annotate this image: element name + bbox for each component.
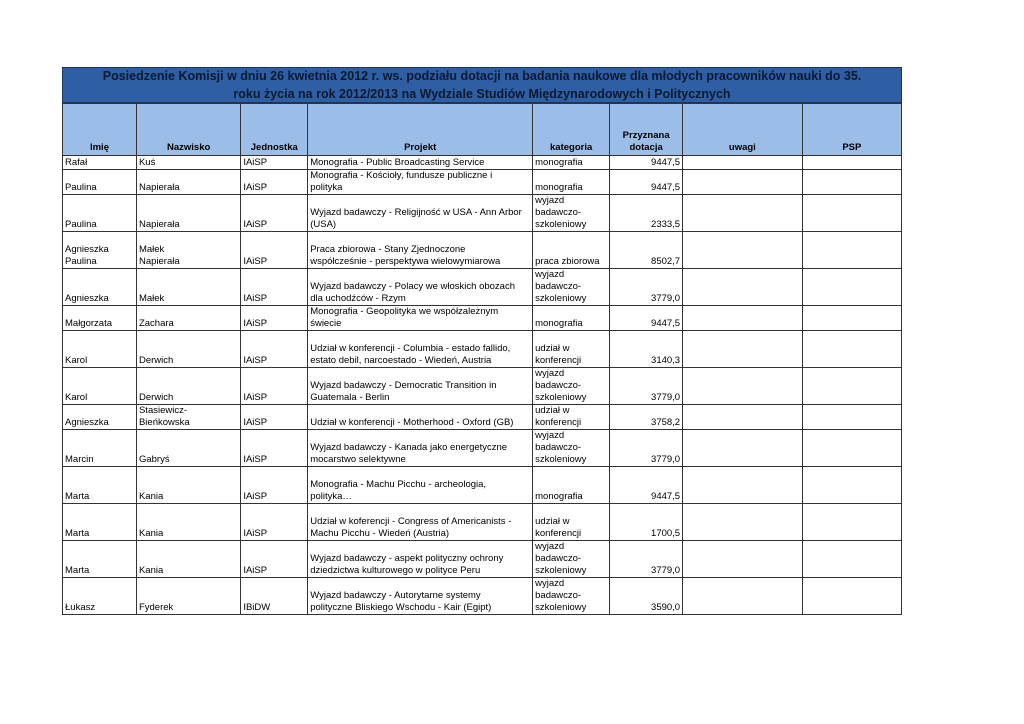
sheet-title-line2: roku życia na rok 2012/2013 na Wydziale Studiów Międzynarodowych i Politycznych [233, 87, 731, 101]
cell-jednostka[interactable]: IBiDW [241, 578, 308, 615]
cell-imie[interactable]: Marta [63, 467, 137, 504]
cell-uwagi[interactable] [683, 306, 803, 331]
cell-uwagi[interactable] [683, 232, 803, 269]
cell-nazwisko[interactable]: Małek Napierała [136, 232, 240, 269]
cell-kategoria[interactable]: monografia [533, 467, 610, 504]
cell-jednostka[interactable]: IAiSP [241, 405, 308, 430]
cell-dotacja[interactable]: 9447,5 [610, 170, 683, 195]
table-row [63, 405, 902, 430]
cell-projekt[interactable]: Udział w koferencji - Congress of Americanists - Machu Picchu - Wiedeń (Austria) [308, 504, 533, 541]
cell-imie[interactable]: Rafał [63, 156, 137, 170]
cell-uwagi[interactable] [683, 504, 803, 541]
cell-nazwisko[interactable]: Stasiewicz- Bieńkowska [136, 405, 240, 430]
cell-projekt[interactable]: Monografia - Public Broadcasting Service [308, 156, 533, 170]
cell-kategoria[interactable]: wyjazd badawczo- szkoleniowy [533, 541, 610, 578]
cell-kategoria[interactable]: wyjazd badawczo- szkoleniowy [533, 195, 610, 232]
cell-dotacja[interactable]: 9447,5 [610, 467, 683, 504]
cell-psp[interactable] [802, 430, 901, 467]
cell-kategoria[interactable]: udział w konferencji [533, 405, 610, 430]
table-row [63, 195, 902, 232]
column-header-projekt[interactable]: Projekt [308, 104, 533, 156]
cell-kategoria[interactable]: monografia [533, 306, 610, 331]
cell-uwagi[interactable] [683, 405, 803, 430]
column-header-psp[interactable]: PSP [802, 104, 901, 156]
cell-dotacja[interactable]: 1700,5 [610, 504, 683, 541]
cell-kategoria[interactable]: wyjazd badawczo- szkoleniowy [533, 269, 610, 306]
cell-psp[interactable] [802, 578, 901, 615]
cell-psp[interactable] [802, 232, 901, 269]
cell-jednostka[interactable]: IAiSP [241, 195, 308, 232]
cell-jednostka[interactable]: IAiSP [241, 541, 308, 578]
cell-projekt[interactable]: Wyjazd badawczy - Kanada jako energetyczne mocarstwo selektywne [308, 430, 533, 467]
cell-imie[interactable]: Łukasz [63, 578, 137, 615]
cell-projekt[interactable]: Monografia - Geopolityka we współzależnym świecie [308, 306, 533, 331]
cell-kategoria[interactable]: praca zbiorowa [533, 232, 610, 269]
cell-uwagi[interactable] [683, 578, 803, 615]
cell-jednostka[interactable]: IAiSP [241, 170, 308, 195]
cell-kategoria[interactable]: monografia [533, 156, 610, 170]
cell-projekt[interactable]: Udział w konferencji - Columbia - estado fallido, estato debil, narcoestado - Wiedeń, Austria [308, 331, 533, 368]
table-row [63, 170, 902, 195]
cell-psp[interactable] [802, 467, 901, 504]
table-row [63, 232, 902, 269]
cell-imie[interactable]: Karol [63, 368, 137, 405]
cell-dotacja[interactable]: 3779,0 [610, 430, 683, 467]
cell-dotacja[interactable]: 9447,5 [610, 306, 683, 331]
table-row [63, 467, 902, 504]
cell-uwagi[interactable] [683, 156, 803, 170]
table-row [63, 331, 902, 368]
table-row [63, 504, 902, 541]
cell-jednostka[interactable]: IAiSP [241, 306, 308, 331]
cell-projekt[interactable]: Wyjazd badawczy - aspekt polityczny ochrony dziedzictwa kulturowego w polityce Peru [308, 541, 533, 578]
cell-nazwisko[interactable]: Zachara [136, 306, 240, 331]
cell-psp[interactable] [802, 156, 901, 170]
cell-projekt[interactable]: Wyjazd badawczy - Autorytarne systemy polityczne Bliskiego Wschodu - Kair (Egipt) [308, 578, 533, 615]
table-row [63, 306, 902, 331]
cell-jednostka[interactable]: IAiSP [241, 232, 308, 269]
table-row [63, 430, 902, 467]
cell-imie[interactable]: Agnieszka Paulina [63, 232, 137, 269]
table-body [63, 156, 902, 615]
cell-dotacja[interactable]: 2333,5 [610, 195, 683, 232]
cell-psp[interactable] [802, 368, 901, 405]
cell-dotacja[interactable]: 9447,5 [610, 156, 683, 170]
cell-nazwisko[interactable]: Kania [136, 467, 240, 504]
cell-nazwisko[interactable]: Gabryś [136, 430, 240, 467]
cell-kategoria[interactable]: wyjazd badawczo- szkoleniowy [533, 368, 610, 405]
cell-psp[interactable] [802, 269, 901, 306]
cell-uwagi[interactable] [683, 331, 803, 368]
cell-psp[interactable] [802, 504, 901, 541]
cell-nazwisko[interactable]: Napierała [136, 170, 240, 195]
column-header-dotacja[interactable]: Przyznana dotacja [610, 104, 683, 156]
cell-psp[interactable] [802, 331, 901, 368]
cell-dotacja[interactable]: 8502,7 [610, 232, 683, 269]
column-header-kategoria[interactable]: kategoria [533, 104, 610, 156]
table-row [63, 368, 902, 405]
cell-imie[interactable]: Agnieszka [63, 405, 137, 430]
cell-imie[interactable]: Małgorzata [63, 306, 137, 331]
cell-uwagi[interactable] [683, 170, 803, 195]
cell-psp[interactable] [802, 405, 901, 430]
cell-psp[interactable] [802, 541, 901, 578]
sheet-title [62, 67, 902, 103]
column-header-imie[interactable]: Imię [63, 104, 137, 156]
cell-imie[interactable]: Marcin [63, 430, 137, 467]
cell-nazwisko[interactable]: Kuś [136, 156, 240, 170]
cell-psp[interactable] [802, 306, 901, 331]
cell-projekt[interactable]: Udział w konferencji - Motherhood - Oxford (GB) [308, 405, 533, 430]
cell-kategoria[interactable]: udział w konferencji [533, 331, 610, 368]
column-header-jednostka[interactable]: Jednostka [241, 104, 308, 156]
cell-uwagi[interactable] [683, 269, 803, 306]
cell-dotacja[interactable]: 3779,0 [610, 541, 683, 578]
cell-imie[interactable]: Agnieszka [63, 269, 137, 306]
cell-imie[interactable]: Marta [63, 504, 137, 541]
cell-imie[interactable]: Karol [63, 331, 137, 368]
cell-uwagi[interactable] [683, 195, 803, 232]
cell-projekt[interactable]: Monografia - Kościoły, fundusze publiczne i polityka [308, 170, 533, 195]
cell-imie[interactable]: Marta [63, 541, 137, 578]
cell-kategoria[interactable]: monografia [533, 170, 610, 195]
column-header-nazwisko[interactable]: Nazwisko [136, 104, 240, 156]
cell-uwagi[interactable] [683, 467, 803, 504]
cell-nazwisko[interactable]: Derwich [136, 368, 240, 405]
cell-kategoria[interactable]: wyjazd badawczo- szkoleniowy [533, 430, 610, 467]
cell-jednostka[interactable]: IAiSP [241, 467, 308, 504]
column-header-uwagi[interactable]: uwagi [683, 104, 803, 156]
cell-jednostka[interactable]: IAiSP [241, 156, 308, 170]
cell-dotacja[interactable]: 3758,2 [610, 405, 683, 430]
cell-kategoria[interactable]: wyjazd badawczo- szkoleniowy [533, 578, 610, 615]
cell-uwagi[interactable] [683, 430, 803, 467]
cell-projekt[interactable]: Wyjazd badawczy - Religijność w USA - Ann Arbor (USA) [308, 195, 533, 232]
cell-projekt[interactable]: Wyjazd badawczy - Polacy we włoskich obozach dla uchodźców - Rzym [308, 269, 533, 306]
cell-psp[interactable] [802, 195, 901, 232]
header-row [63, 104, 902, 156]
grants-table [62, 103, 902, 615]
table-row [63, 578, 902, 615]
cell-nazwisko[interactable]: Derwich [136, 331, 240, 368]
cell-imie[interactable]: Paulina [63, 170, 137, 195]
spreadsheet [62, 67, 902, 615]
cell-projekt[interactable]: Monografia - Machu Picchu - archeologia, polityka… [308, 467, 533, 504]
cell-dotacja[interactable]: 3140,3 [610, 331, 683, 368]
cell-nazwisko[interactable]: Napierała [136, 195, 240, 232]
cell-uwagi[interactable] [683, 368, 803, 405]
table-row [63, 156, 902, 170]
cell-nazwisko[interactable]: Kania [136, 504, 240, 541]
cell-kategoria[interactable]: udział w konferencji [533, 504, 610, 541]
cell-projekt[interactable]: Wyjazd badawczy - Democratic Transition in Guatemala - Berlin [308, 368, 533, 405]
cell-psp[interactable] [802, 170, 901, 195]
cell-jednostka[interactable]: IAiSP [241, 430, 308, 467]
cell-dotacja[interactable]: 3779,0 [610, 368, 683, 405]
cell-projekt[interactable]: Praca zbiorowa - Stany Zjednoczone współcześnie - perspektywa wielowymiarowa [308, 232, 533, 269]
table-row [63, 541, 902, 578]
cell-jednostka[interactable]: IAiSP [241, 368, 308, 405]
cell-dotacja[interactable]: 3590,0 [610, 578, 683, 615]
sheet-title-line1: Posiedzenie Komisji w dniu 26 kwietnia 2012 r. ws. podziału dotacji na badania naukowe dla młodych pracowników nauki do 35. [102, 69, 862, 83]
cell-nazwisko[interactable]: Kania [136, 541, 240, 578]
cell-uwagi[interactable] [683, 541, 803, 578]
table-row [63, 269, 902, 306]
cell-nazwisko[interactable]: Małek [136, 269, 240, 306]
cell-jednostka[interactable]: IAiSP [241, 331, 308, 368]
cell-imie[interactable]: Paulina [63, 195, 137, 232]
cell-jednostka[interactable]: IAiSP [241, 504, 308, 541]
cell-jednostka[interactable]: IAiSP [241, 269, 308, 306]
cell-dotacja[interactable]: 3779,0 [610, 269, 683, 306]
cell-nazwisko[interactable]: Fyderek [136, 578, 240, 615]
